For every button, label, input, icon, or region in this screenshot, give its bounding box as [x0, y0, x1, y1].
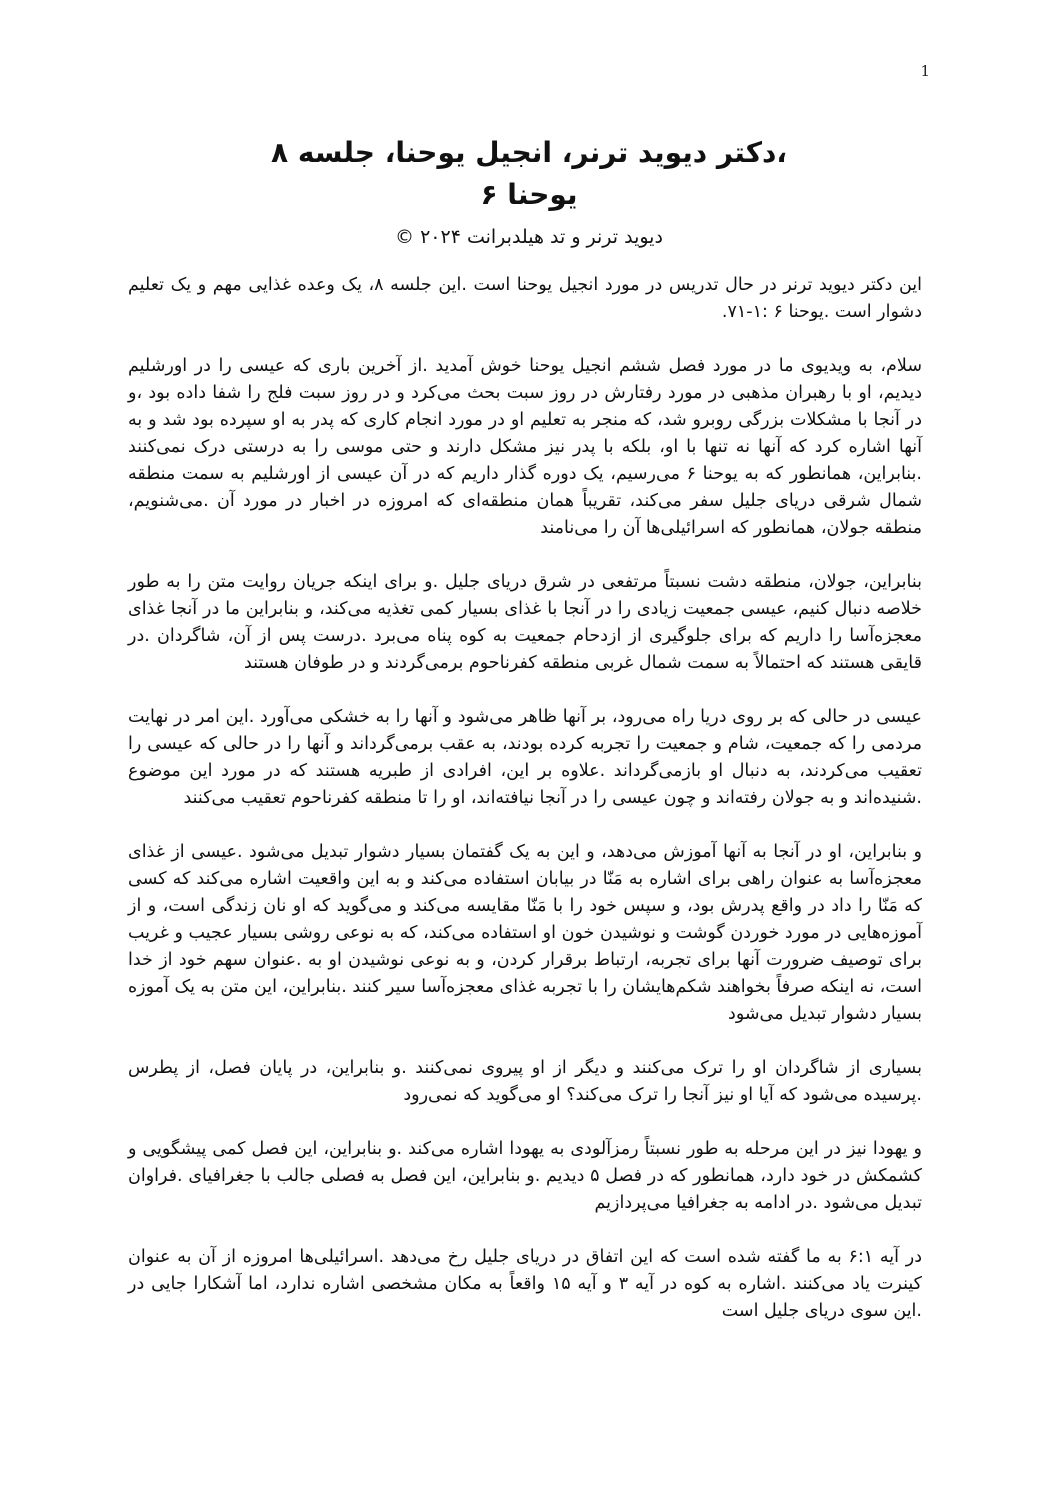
document-title: ،دکتر دیوید ترنر، انجیل یوحنا، جلسه ۸ [271, 136, 787, 169]
paragraph-intro: این دکتر دیوید ترنر در حال تدریس در مورد انجیل یوحنا است .این جلسه ۸، یک وعده غذایی مهم و یک تعلیم دشوار است .یوحنا ۶ :۱-۷۱. [128, 275, 922, 322]
paragraph: و بنابراین، او در آنجا به آنها آموزش می‌دهد، و این به یک گفتمان بسیار دشوار تبدیل می‌شود .عیسی از غذای معجزه‌آسا به عنوان راهی برای اشاره به مَنّا در بیابان استفاده می‌کند و به این واقعیت اشاره می‌کند که کسی که مَنّا را داد در واقع پدرش بود، و سپس خود را با مَنّا مقایسه می‌کند و می‌گوید که او نان زندگی است، و از آموزه‌هایی در مورد خوردن گوشت و نوشیدن خون او استفاده می‌کند، که به نوعی روشی بسیار عجیب و غریب برای توصیف ضرورت آنها برای تجربه، ارتباط برقرار کردن، و به نوعی نوشیدن او به .عنوان سهم خود از خدا است، نه اینکه صرفاً بخواهند شکم‌هایشان را با تجربه غذای معجزه‌آسا سیر کنند .بنابراین، این متن به یک آموزه بسیار دشوار تبدیل می‌شود [128, 842, 922, 1024]
copyright-line: دیوید ترنر و تد هیلدبرانت ۲۰۲۴ © [395, 226, 663, 248]
title-block [128, 132, 930, 252]
document-body [128, 272, 922, 1352]
paragraph: بنابراین، جولان، منطقه دشت نسبتاً مرتفعی در شرق دریای جلیل .و برای اینکه جریان روایت متن را به طور خلاصه دنبال کنیم، عیسی جمعیت زیادی را در آنجا با غذای بسیار کمی تغذیه می‌کند، و بنابراین ما در آنجا غذای معجزه‌آسا را داریم که برای جلوگیری از ازدحام جمعیت به کوه پناه می‌برد .درست پس از آن، شاگردان .در قایقی هستند که احتمالاً به سمت شمال غربی منطقه کفرناحوم برمی‌گردند و در طوفان هستند [128, 572, 922, 673]
document-subtitle: یوحنا ۶ [480, 178, 578, 211]
paragraph: سلام، به ویدیوی ما در مورد فصل ششم انجیل یوحنا خوش آمدید .از آخرین باری که عیسی را در اورشلیم دیدیم، او با رهبران مذهبی در مورد رفتارش در روز سبت بحث می‌کرد و در روز سبت فلج را شفا داده بود ،و در آنجا با مشکلات بزرگی روبرو شد، که منجر به تعلیم او در مورد انجام کاری که پدر به او سپرده بود شد و به آنها اشاره کرد که آنها نه تنها با او، بلکه با پدر نیز مشکل دارند و حتی موسی را به درستی درک نمی‌کنند .بنابراین، همانطور که به یوحنا ۶ می‌رسیم، یک دوره گذار داریم که در آن عیسی از اورشلیم به سمت منطقه شمال شرقی دریای جلیل سفر می‌کند، تقریباً همان منطقه‌ای که امروزه در اخبار در مورد آن .می‌شنویم، منطقه جولان، همانطور که اسرائیلی‌ها آن را می‌نامند [128, 356, 922, 538]
paragraph: و یهودا نیز در این مرحله به طور نسبتاً رمزآلودی به یهودا اشاره می‌کند .و بنابراین، این فصل کمی پیشگویی و کشمکش در خود دارد، همانطور که در فصل ۵ دیدیم .و بنابراین، این فصل به فصلی جالب با جغرافیای .فراوان تبدیل می‌شود .در ادامه به جغرافیا می‌پردازیم [128, 1139, 922, 1213]
page-number: 1 [920, 62, 930, 80]
paragraph: بسیاری از شاگردان او را ترک می‌کنند و دیگر از او پیروی نمی‌کنند .و بنابراین، در پایان فصل، از پطرس .پرسیده می‌شود که آیا او نیز آنجا را ترک می‌کند؟ او می‌گوید که نمی‌رود [128, 1058, 922, 1105]
paragraph: عیسی در حالی که بر روی دریا راه می‌رود، بر آنها ظاهر می‌شود و آنها را به خشکی می‌آورد .این امر در نهایت مردمی را که جمعیت، شام و جمعیت را تجربه کرده بودند، به عقب برمی‌گرداند و آنها را در حالی که عیسی را تعقیب می‌کردند، به دنبال او بازمی‌گرداند .علاوه بر این، افرادی از طبریه هستند که در مورد این موضوع .شنیده‌اند و به جولان رفته‌اند و چون عیسی را در آنجا نیافته‌اند، او را تا منطقه کفرناحوم تعقیب می‌کنند [128, 707, 922, 808]
paragraph: در آیه ۶:۱ به ما گفته شده است که این اتفاق در دریای جلیل رخ می‌دهد .اسرائیلی‌ها امروزه از آن به عنوان کینرت یاد می‌کنند .اشاره به کوه در آیه ۳ و آیه ۱۵ واقعاً به مکان مشخصی اشاره ندارد، اما آشکارا جایی در .این سوی دریای جلیل است [128, 1247, 923, 1321]
